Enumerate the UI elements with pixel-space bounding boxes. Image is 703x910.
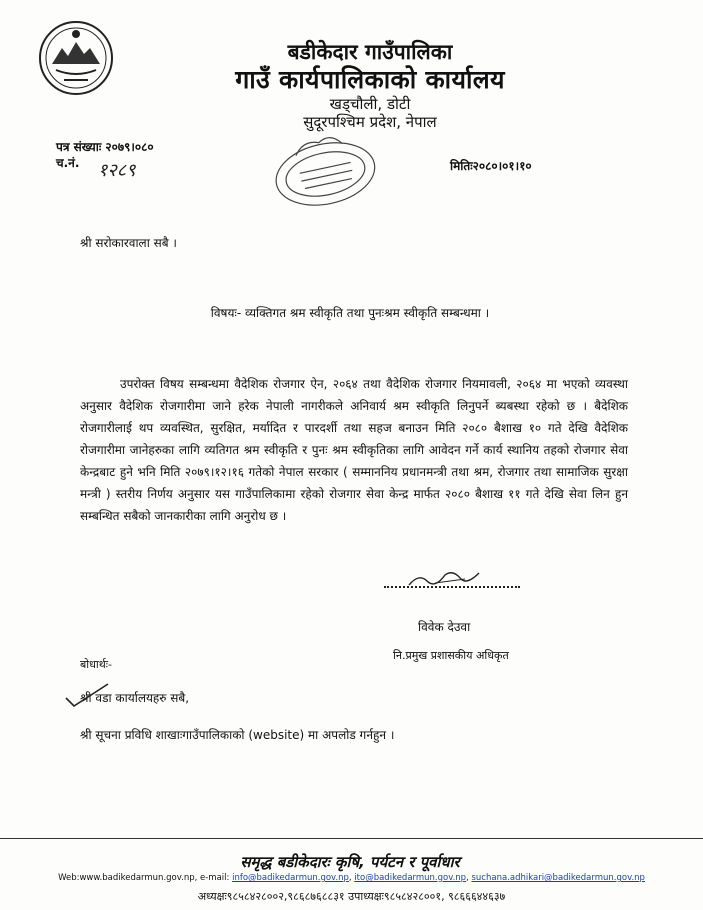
footer-slogan: समृद्ध बडीकेदारः कृषि, पर्यटन र पूर्वाधार: [240, 853, 460, 871]
address-line-2: सुदूरपश्चिम प्रदेश, नेपाल: [303, 113, 437, 131]
letter-date: मितिः२०८०।०१।१०: [450, 159, 532, 173]
footer-web-prefix: Web:www.badikedarmun.gov.np, e-mail:: [58, 873, 233, 883]
footer-divider: [0, 838, 703, 839]
chalani-number-handwritten: १२८९: [98, 160, 136, 181]
email-link-ito[interactable]: ito@badikedarmun.gov.np: [354, 873, 467, 883]
chalani-label: च.नं.: [56, 156, 80, 170]
footer-web-contacts: Web:www.badikedarmun.gov.np, e-mail: info@badikedarmun.gov.np, ito@badikedarmun.gov.np, suchana.adhikari@badikedarmun.gov.np: [58, 873, 645, 883]
signatory-name: विवेक देउवा: [418, 620, 471, 634]
address-line-1: खड्चौली, डोटी: [329, 95, 411, 113]
office-name: गाउँ कार्यपालिकाको कार्यालय: [235, 65, 505, 94]
signatory-title: नि.प्रमुख प्रशासकीय अधिकृत: [393, 649, 509, 662]
signature-line: [384, 586, 520, 588]
cc-item-ward-offices: श्री वडा कार्यालयहरु सबै,: [80, 691, 190, 705]
footer-phone-numbers: अध्यक्षः९८५८४२८००२,९८६८७६८८३१ उपाध्यक्षः९८५८४२८००१, ९८६६६४४६३७: [197, 890, 506, 903]
office-stamp-icon: [270, 132, 380, 212]
municipality-name: बडीकेदार गाउँपालिका: [287, 40, 453, 64]
email-link-info[interactable]: info@badikedarmun.gov.np: [232, 873, 349, 883]
government-emblem-icon: [38, 20, 114, 96]
letter-body: उपरोक्त विषय सम्बन्धमा वैदेशिक रोजगार ऐन, २०६४ तथा वैदेशिक रोजगार नियमावली, २०६४ मा भएको व्यवस्था अनुसार वैदेशिक रोजगारीमा जाने हरेक नेपाली नागरीकले अनिवार्य श्रम स्वीकृति लिनुपर्ने ब्यबस्था रहेको छ । बैदेशिक रोजगारीलाई थप व्यवस्थित, सुरक्षित, मर्यादित र पारदर्शी तथा सहज बनाउन मिति २०८० बैशाख १० गते देखि वैदेशिक रोजगारीमा जानेहरुका लागि व्यतिगत श्रम स्वीकृति र पुनः श्रम स्वीकृतिका लागि आवेदन गर्ने कार्य स्थानिय तहको रोजगार सेवा केन्द्रबाट हुने भनि मिति २०७९।१२।१६ गतेको नेपाल सरकार ( सम्माननिय प्रधानमन्त्री तथा श्रम, रोजगार तथा सामाजिक सुरक्षा मन्त्री ) स्तरीय निर्णय अनुसार यस गाउँपालिकामा रहेको रोजगार सेवा केन्द्र मार्फत २०८० बैशाख ११ गते देखि सेवा लिन हुन सम्बन्धित सबैको जानकारीका लागि अनुरोध छ ।: [80, 377, 628, 523]
cc-item-it-section: श्री सूचना प्रविधि शाखाःगाउँपालिकाको (website) मा अपलोड गर्नहुन ।: [80, 728, 395, 742]
handwritten-check-icon: [62, 680, 122, 710]
subject-line: विषयः- व्यक्तिगत श्रम स्वीकृति तथा पुनःश्रम स्वीकृति सम्बन्धमा ।: [210, 306, 490, 320]
addressee: श्री सरोकारवाला सबै ।: [80, 236, 177, 250]
patra-sankhya: पत्र संख्याः २०७९।०८०: [56, 140, 154, 154]
email-link-suchana[interactable]: suchana.adhikari@badikedarmun.gov.np: [471, 873, 645, 883]
cc-label: बोधार्थः-: [80, 658, 112, 671]
